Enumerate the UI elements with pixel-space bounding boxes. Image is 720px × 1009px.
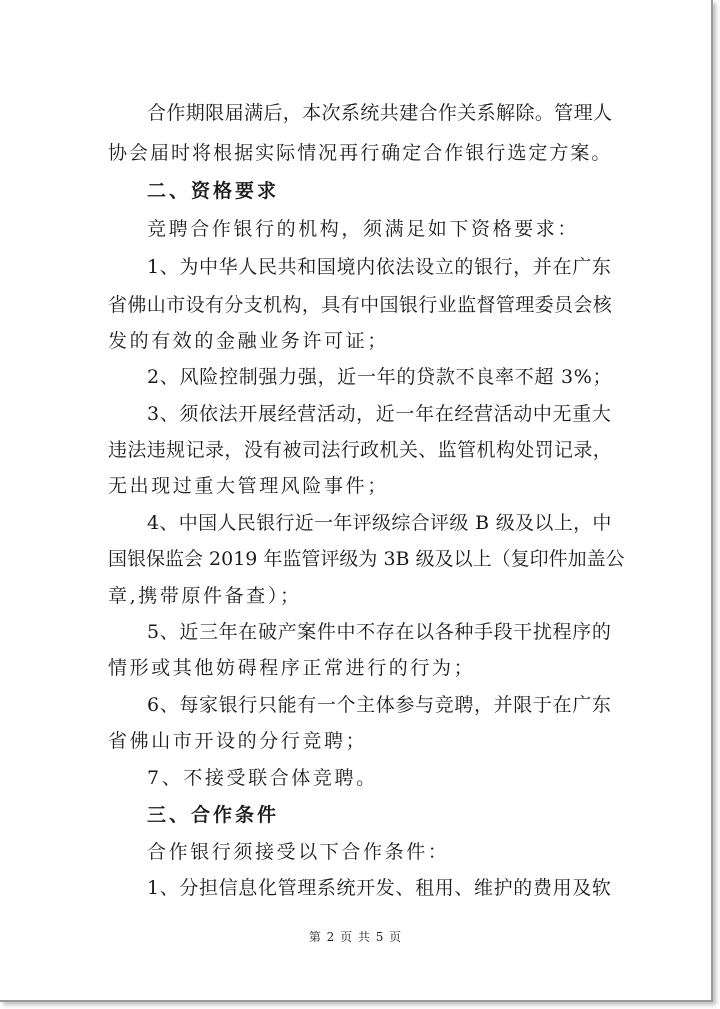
paragraph-line: 国银保监会 2019 年监管评级为 3B 级及以上（复印件加盖公 [108, 548, 625, 570]
paragraph-line: 章,携带原件备查）； [108, 585, 302, 607]
section-heading-qualifications: 二、资格要求 [147, 180, 280, 202]
paragraph-line: 1、分担信息化管理系统开发、租用、维护的费用及软 [147, 877, 612, 899]
paragraph-line: 省佛山市设有分支机构，具有中国银行业监督管理委员会核 [108, 294, 613, 316]
paragraph-line: 违法违规记录，没有被司法行政机关、监管机构处罚记录， [108, 439, 613, 461]
paragraph-line: 发的有效的金融业务许可证； [108, 330, 389, 352]
paragraph-line: 1、为中华人民共和国境内依法设立的银行，并在广东 [147, 256, 612, 278]
paragraph-line: 竞聘合作银行的机构，须满足如下资格要求： [147, 218, 580, 240]
paragraph-line: 3、须依法开展经营活动，近一年在经营活动中无重大 [147, 403, 612, 425]
paragraph-line: 情形或其他妨碍程序正常进行的行为； [108, 657, 476, 679]
paragraph-line: 6、每家银行只能有一个主体参与竞聘，并限于在广东 [147, 694, 612, 716]
paragraph-line: 合作银行须接受以下合作条件： [147, 841, 450, 863]
paragraph-line: 4、中国人民银行近一年评级综合评级 B 级及以上，中 [147, 512, 612, 534]
section-heading-cooperation-terms: 三、合作条件 [147, 804, 280, 826]
paragraph-line: 省佛山市开设的分行竞聘； [108, 730, 368, 752]
paragraph-line: 2、风险控制强力强，近一年的贷款不良率不超 3%； [147, 366, 613, 388]
page-number-footer: 第 2 页 共 5 页 [308, 930, 403, 944]
paragraph-line: 5、近三年在破产案件中不存在以各种手段干扰程序的 [147, 621, 612, 643]
paragraph-line: 7、不接受联合体竞聘。 [147, 767, 378, 789]
paragraph-line: 协会届时将根据实际情况再行确定合作银行选定方案。 [108, 142, 613, 164]
paragraph-line: 无出现过重大管理风险事件； [108, 475, 389, 497]
paragraph-line: 合作期限届满后，本次系统共建合作关系解除。管理人 [147, 102, 613, 124]
